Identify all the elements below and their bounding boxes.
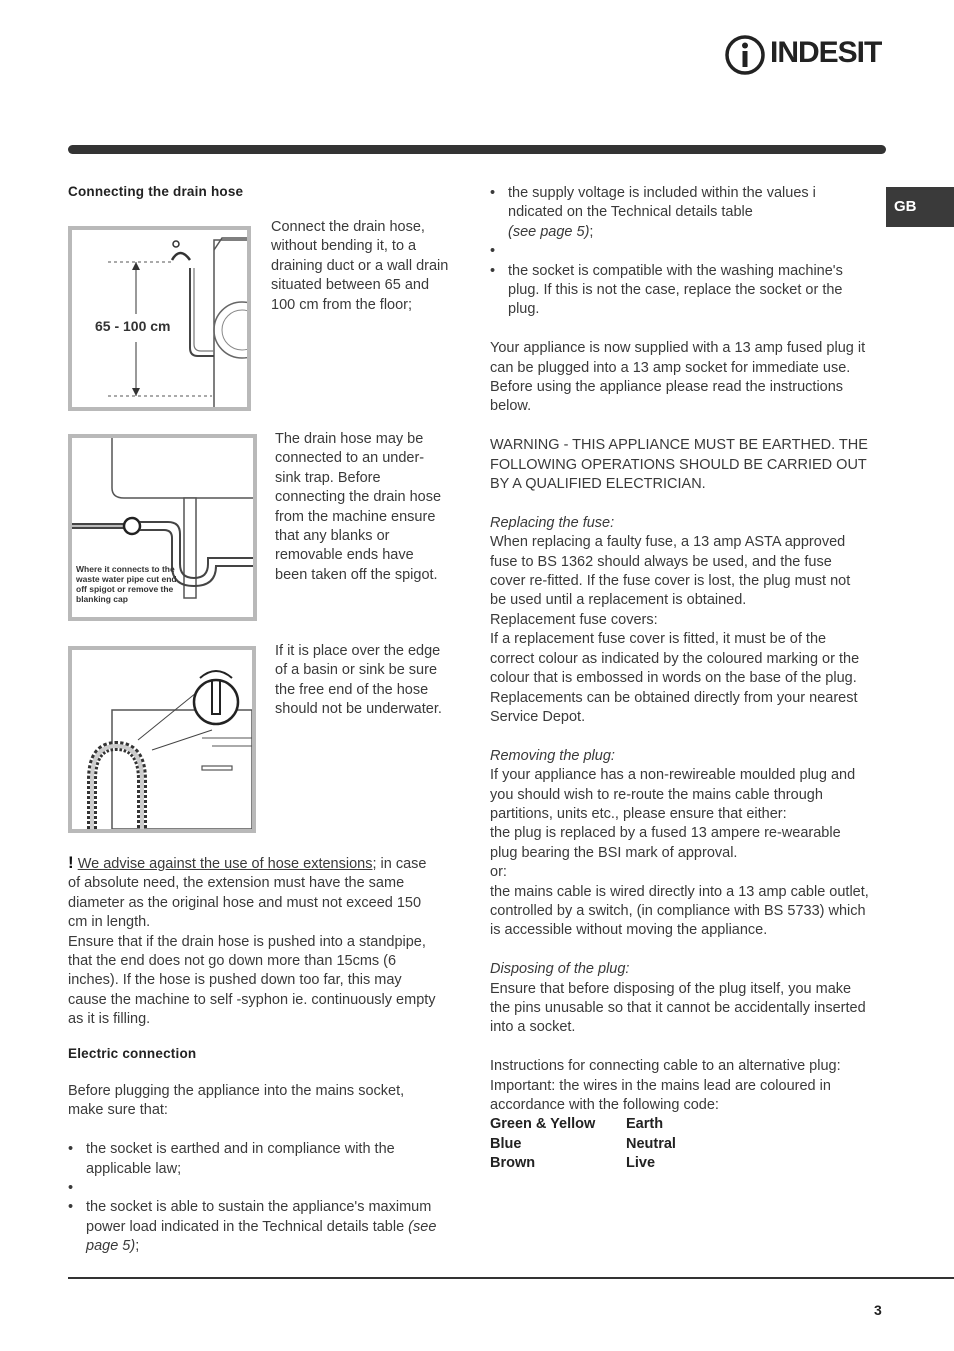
- wire-meaning: Neutral: [626, 1135, 676, 1152]
- right-column: [490, 184, 870, 1174]
- fuse-title: Replacing the fuse:: [490, 514, 615, 531]
- warning-icon: !: [68, 853, 74, 872]
- disposing-text: Ensure that before disposing of the plug itself, you make the pins unusable so that it cannot be accidentally inserted into a socket.: [490, 980, 866, 1036]
- removing-or: or:: [490, 864, 507, 881]
- standpipe-paragraph: Ensure that if the drain hose is pushed into a standpipe, that the end does not go down more than 15cms (6 inches). If the hose is pushed down too far, this may cause the machine to self -syphon ie. continuously empty as it is filling.: [68, 933, 436, 1028]
- wire-meaning: Live: [626, 1155, 656, 1172]
- supply-paragraph: Your appliance is now supplied with a 13 amp fused plug it can be plugged into a 13 amp socket for immediate use. Before using the appliance please read the instructions below.: [490, 340, 866, 415]
- removing-option-1: the plug is replaced by a fused 13 ampere re-wearable plug bearing the BSI mark of approval.: [490, 825, 841, 861]
- fuse-text: When replacing a faulty fuse, a 13 amp ASTA approved fuse to BS 1362 should always be used, and the fuse cover re-fitted. If the fuse cover is lost, the plug must not be used until a replacement is obtained.: [490, 534, 851, 609]
- warning-rest: ; in case of absolute need, the extension must have the same diameter as the original hose and must not exceed 150 cm in length.: [68, 856, 427, 931]
- wire-colour-codes: [490, 1115, 870, 1173]
- removing-title: Removing the plug:: [490, 747, 615, 764]
- alt-plug-intro: Instructions for connecting cable to an alternative plug:: [490, 1058, 841, 1075]
- earthing-warning: WARNING - THIS APPLIANCE MUST BE EARTHED. THE FOLLOWING OPERATIONS SHOULD BE CARRIED OUT BY A QUALIFIED ELECTRICIAN.: [490, 437, 868, 493]
- header-rule: [68, 145, 886, 154]
- drain-hose-heading: Connecting the drain hose: [68, 184, 244, 199]
- electric-connection-heading: Electric connection: [68, 1046, 197, 1061]
- alt-plug-important: Important: the wires in the mains lead are coloured in accordance with the following code:: [490, 1077, 831, 1113]
- trap-caption: Where it connects to the waste water pipe cut end off spigot or remove the blanking cap: [76, 564, 177, 604]
- covers-title: Replacement fuse covers:: [490, 611, 658, 628]
- figure-drain-height: [68, 226, 251, 411]
- removing-text: If your appliance has a non-rewireable moulded plug and you should wish to re-route the mains cable through partitions, units etc., please ensure that either:: [490, 767, 856, 822]
- language-tab: GB: [886, 187, 954, 227]
- brand-logo: [724, 34, 894, 76]
- checklist-item: • the socket is earthed and in compliance with the applicable law;: [68, 1140, 442, 1179]
- figure-under-sink-trap: [68, 434, 257, 621]
- under-sink-instructions: The drain hose may be connected to an under-sink trap. Before connecting the drain hose from the machine ensure that any blanks or removable ends have been taken off the spigot.: [275, 431, 442, 583]
- removing-option-2: the mains cable is wired directly into a 13 amp cable outlet, controlled by a switch, (in compliance with BS 5733) which is accessible without moving the appliance.: [490, 883, 869, 939]
- wire-colour: Blue: [490, 1135, 522, 1152]
- checklist-item: • the supply voltage is included within the values i ndicated on the Technical details table (see page 5);: [490, 184, 870, 242]
- page-number: 3: [874, 1302, 882, 1318]
- height-range-label: 65 - 100 cm: [95, 318, 171, 334]
- wire-meaning: Earth: [626, 1116, 664, 1133]
- electric-connection-body: [68, 1082, 442, 1257]
- disposing-title: Disposing of the plug:: [490, 961, 630, 978]
- checklist-item: • the socket is compatible with the washing machine's plug. If this is not the case, replace the socket or the plug.: [490, 262, 870, 320]
- hose-extension-warning: [68, 853, 442, 1030]
- checklist-item: • the socket is able to sustain the appliance's maximum power load indicated in the Technical details table (see page 5);: [68, 1198, 442, 1256]
- brand-emblem-icon: [724, 34, 766, 76]
- warning-underlined: We advise against the use of hose extensions: [77, 856, 373, 872]
- basin-edge-illustration: [72, 650, 252, 829]
- drain-hose-instructions: Connect the drain hose, without bending it, to a draining duct or a wall drain situated between 65 and 100 cm from the floor;: [271, 219, 449, 313]
- covers-text: If a replacement fuse cover is fitted, it must be of the correct colour as indicated by the coloured marking or the colour that is embossed in words on the base of the plug. Replacements can be obtained directly from your nearest Service Depot.: [490, 631, 860, 725]
- electric-intro: Before plugging the appliance into the mains socket, make sure that:: [68, 1083, 405, 1119]
- wire-colour: Green & Yellow: [490, 1116, 596, 1133]
- wire-colour: Brown: [490, 1155, 536, 1172]
- electric-checklist-continued: [490, 184, 870, 320]
- brand-name: INDESIT: [770, 36, 882, 69]
- figure-basin-edge: [68, 646, 256, 833]
- footer-rule: [68, 1277, 954, 1279]
- electric-checklist: [68, 1140, 442, 1256]
- basin-instructions: If it is place over the edge of a basin or sink be sure the free end of the hose should not be underwater.: [275, 643, 442, 718]
